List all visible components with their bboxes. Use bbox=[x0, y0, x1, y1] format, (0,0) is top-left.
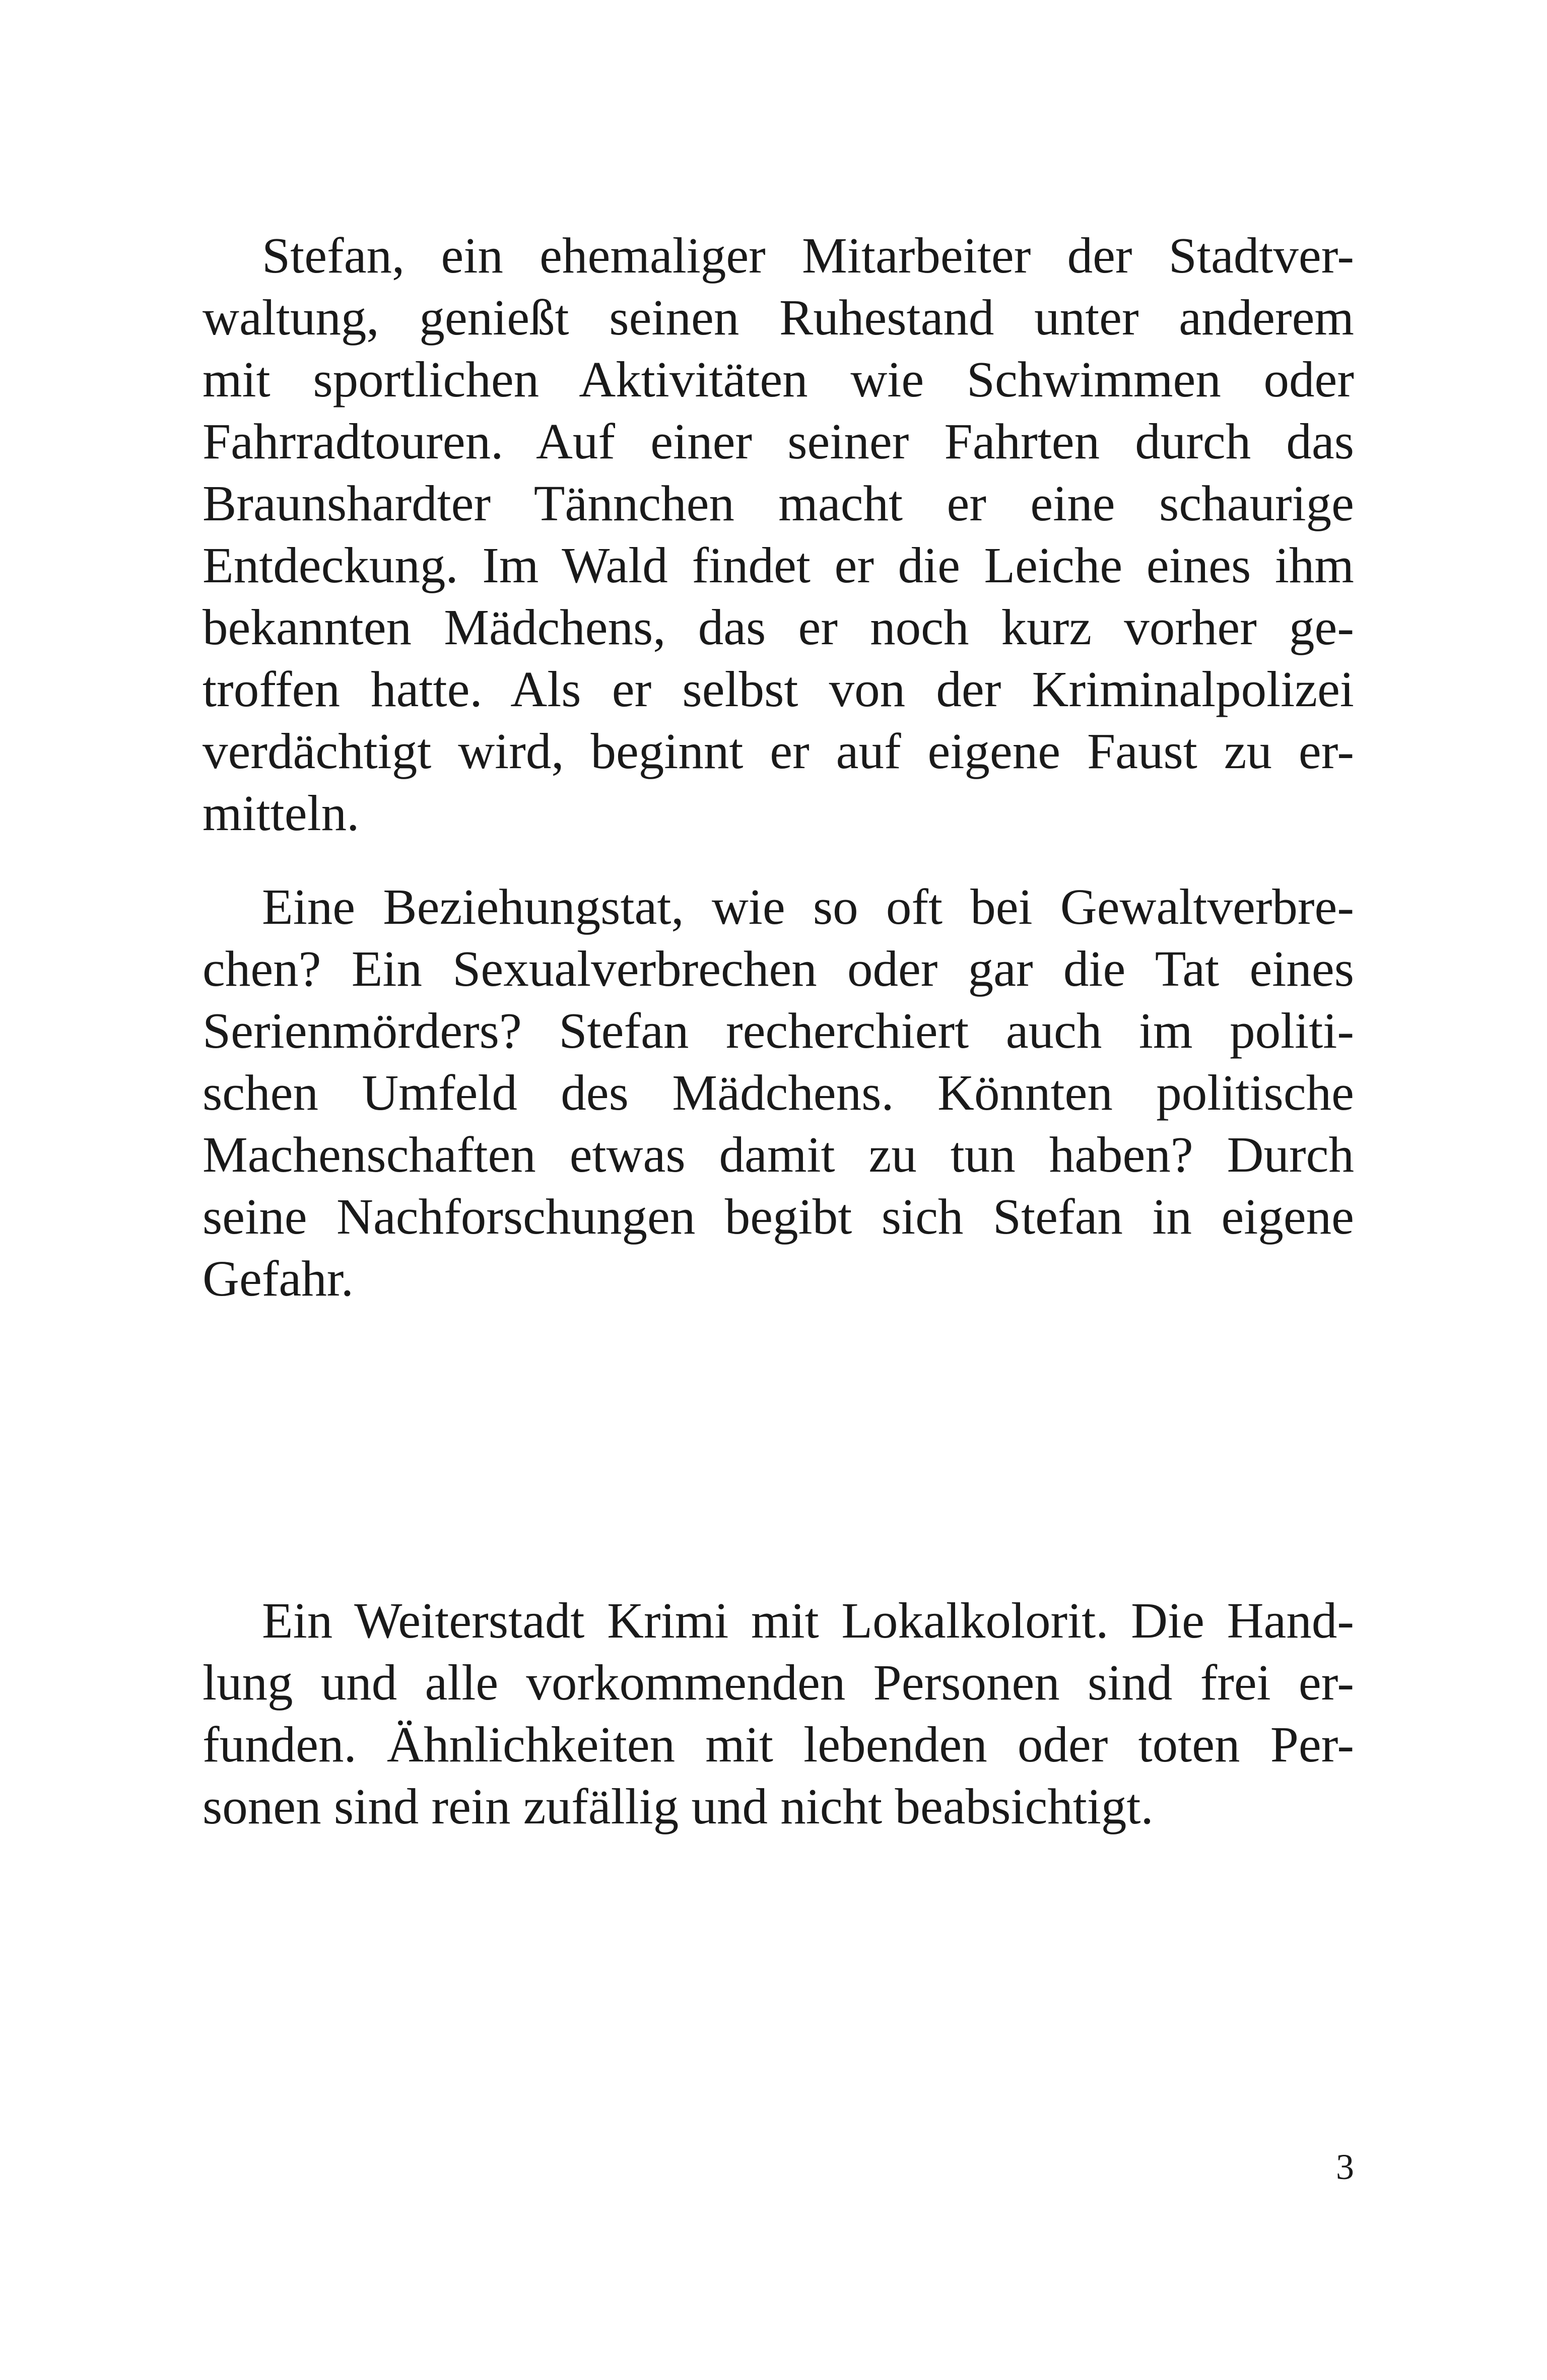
text-line: bekannten Mädchens, das er noch kurz vorher ge- bbox=[203, 599, 1354, 655]
text-line: chen? Ein Sexualverbrechen oder gar die Tat eines bbox=[203, 940, 1354, 997]
text-line: verdächtigt wird, beginnt er auf eigene Faust zu er- bbox=[203, 723, 1354, 779]
text-line: Entdeckung. Im Wald findet er die Leiche eines ihm bbox=[203, 537, 1354, 593]
text-line: Stefan, ein ehemaliger Mitarbeiter der Stadtver- bbox=[262, 227, 1354, 284]
page-number: 3 bbox=[1336, 2147, 1354, 2187]
text-line: Serienmörders? Stefan recherchiert auch im politi- bbox=[203, 1002, 1354, 1059]
text-line: Machenschaften etwas damit zu tun haben? Durch bbox=[203, 1126, 1354, 1183]
text-line: funden. Ähnlichkeiten mit lebenden oder toten Per- bbox=[203, 1716, 1354, 1773]
text-line: schen Umfeld des Mädchens. Könnten politische bbox=[203, 1064, 1354, 1121]
text-line: Braunshardter Tännchen macht er eine schaurige bbox=[203, 475, 1354, 531]
text-line: lung und alle vorkommenden Personen sind frei er- bbox=[203, 1654, 1354, 1711]
text-line: Ein Weiterstadt Krimi mit Lokalkolorit. Die Hand- bbox=[262, 1592, 1354, 1649]
text-line: waltung, genießt seinen Ruhestand unter anderem bbox=[203, 289, 1354, 346]
text-line: Gefahr. bbox=[203, 1250, 354, 1307]
text-line: Fahrradtouren. Auf einer seiner Fahrten durch das bbox=[203, 413, 1354, 469]
text-line: troffen hatte. Als er selbst von der Kriminalpolizei bbox=[203, 661, 1354, 717]
text-line: sonen sind rein zufällig und nicht beabsichtigt. bbox=[203, 1778, 1154, 1834]
text-line: mit sportlichen Aktivitäten wie Schwimmen oder bbox=[203, 351, 1354, 407]
text-line: seine Nachforschungen begibt sich Stefan in eigene bbox=[203, 1188, 1354, 1245]
text-line: mitteln. bbox=[203, 785, 360, 841]
text-line: Eine Beziehungstat, wie so oft bei Gewaltverbre- bbox=[262, 878, 1354, 935]
